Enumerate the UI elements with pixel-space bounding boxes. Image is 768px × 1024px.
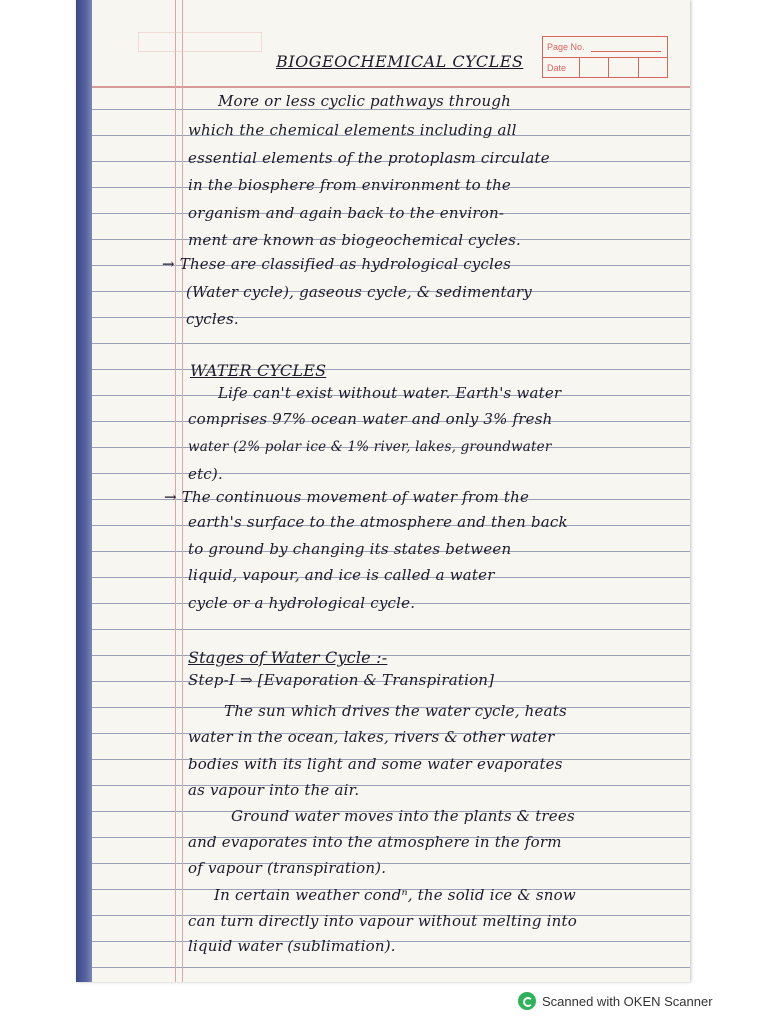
text-line: Life can't exist without water. Earth's water [218, 384, 562, 402]
text-line: and evaporates into the atmosphere in the form [188, 833, 562, 851]
text-line: in the biosphere from environment to the [188, 176, 512, 194]
text-line: to ground by changing its states between [188, 540, 512, 558]
text-line: which the chemical elements including all [188, 121, 517, 139]
text-line: → These are classified as hydrological cycles [162, 255, 512, 273]
oken-scanner-icon [518, 992, 536, 1010]
text-line: Step-I ⇒ [Evaporation & Transpiration] [188, 671, 495, 689]
page-title: BIOGEOCHEMICAL CYCLES [276, 52, 524, 71]
text-line: liquid water (sublimation). [188, 937, 396, 955]
text-line: can turn directly into vapour without melting into [188, 912, 577, 930]
text-line: essential elements of the protoplasm circulate [188, 149, 550, 167]
text-line: → The continuous movement of water from the [164, 488, 530, 506]
text-line: In certain weather condⁿ, the solid ice & snow [214, 886, 576, 904]
scanner-watermark [518, 990, 713, 1012]
faint-watermark-box [138, 32, 262, 52]
text-line: comprises 97% ocean water and only 3% fresh [188, 410, 553, 428]
text-line: cycles. [186, 310, 239, 328]
text-line: organism and again back to the environ- [188, 204, 505, 222]
text-line: water in the ocean, lakes, rivers & other water [188, 728, 555, 746]
page-no-row [543, 37, 667, 57]
text-line: More or less cyclic pathways through [218, 92, 512, 110]
notebook-page [76, 0, 690, 982]
date-label: Date [547, 63, 567, 73]
text-line: water (2% polar ice & 1% river, lakes, groundwater [188, 439, 552, 455]
date-row [543, 57, 667, 78]
text-line: bodies with its light and some water evaporates [188, 755, 563, 773]
text-line: etc). [188, 465, 223, 483]
text-line: earth's surface to the atmosphere and then back [188, 513, 568, 531]
text-line: The sun which drives the water cycle, heats [224, 702, 567, 720]
text-line: Ground water moves into the plants & trees [231, 807, 575, 825]
scanner-text: Scanned with OKEN Scanner [542, 993, 713, 1009]
text-line: of vapour (transpiration). [188, 859, 387, 877]
text-line: (Water cycle), gaseous cycle, & sedimentary [186, 283, 532, 301]
text-line: ment are known as biogeochemical cycles. [188, 231, 521, 249]
section-heading: WATER CYCLES [190, 361, 327, 380]
notebook-binding [76, 0, 92, 982]
page-date-box [542, 36, 668, 78]
text-line: cycle or a hydrological cycle. [188, 594, 416, 612]
section-heading: Stages of Water Cycle :- [188, 648, 388, 667]
text-line: as vapour into the air. [188, 781, 360, 799]
page-no-label: Page No. [547, 42, 585, 52]
text-line: liquid, vapour, and ice is called a water [188, 566, 495, 584]
